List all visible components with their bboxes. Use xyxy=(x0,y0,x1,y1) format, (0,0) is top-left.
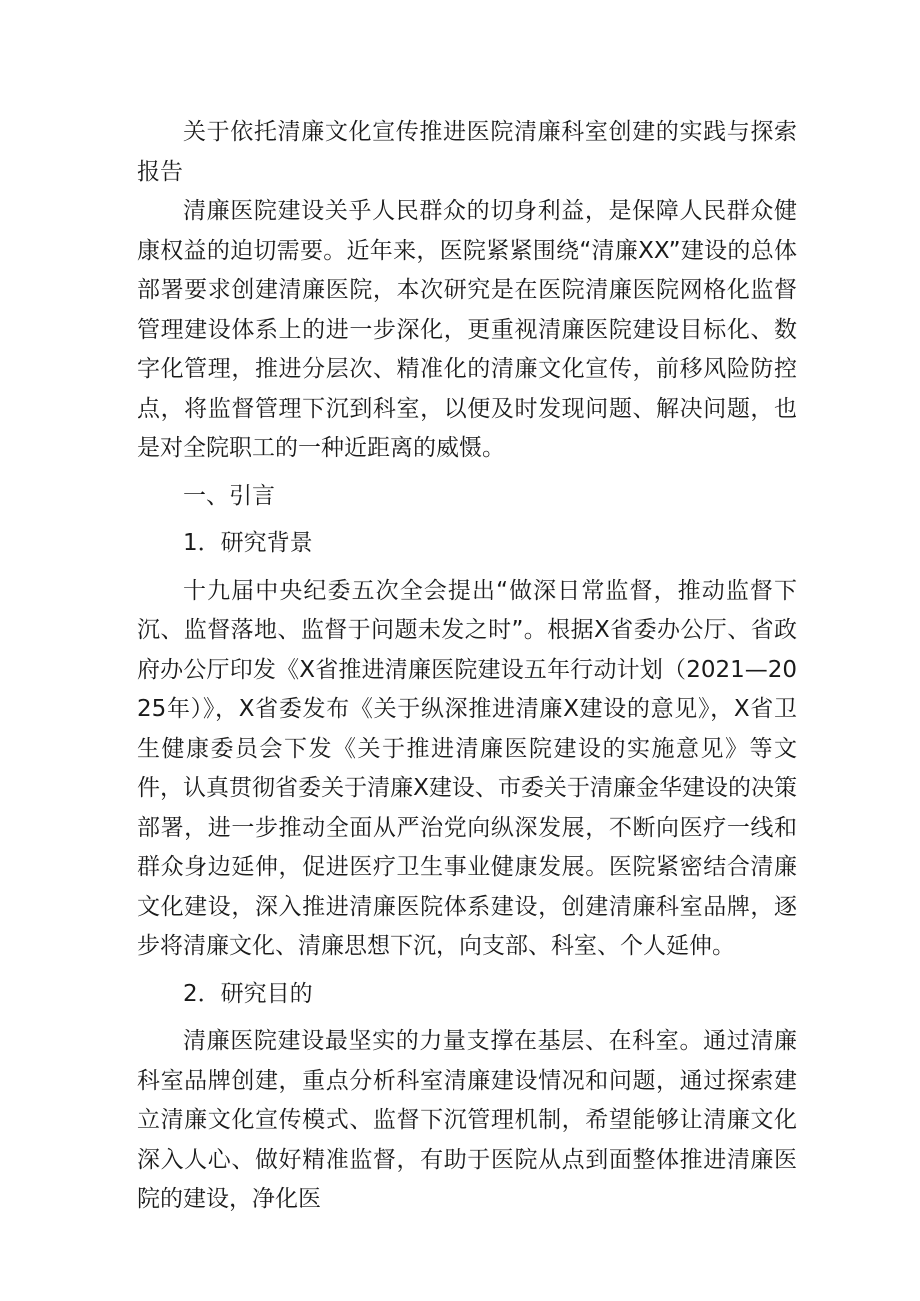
subsection-heading-purpose: 2．研究目的 xyxy=(183,980,313,1007)
subsection-heading-background: 1．研究背景 xyxy=(183,530,313,556)
background-paragraph: 十九届中央纪委五次全会提出“做深日常监督，推动监督下沉、监督落地、监督于问题未发之时”。根据X省委办公厅、省政府办公厅印发《X省推进清廉医院建设五年行动计划（2021—2025年）》，X省委发布《关于纵深推进清廉X建设的意见》，X省卫生健康委员会下发《关于推进清廉医院建设的实施意见》等文件，认真贯彻省委关于清廉X建设、市委关于清廉金华建设的决策部署，进一步推动全面从严治党向纵深发展，不断向医疗一线和群众身边延伸，促进医疗卫生事业健康发展。医院紧密结合清廉文化建设，深入推进清廉医院体系建设，创建清廉科室品牌，逐步将清廉文化、清廉思想下沉，向支部、科室、个人延伸。 xyxy=(137,577,797,959)
document-body xyxy=(137,113,797,1220)
purpose-paragraph: 清廉医院建设最坚实的力量支撑在基层、在科室。通过清廉科室品牌创建，重点分析科室清廉建设情况和问题，通过探索建立清廉文化宣传模式、监督下沉管理机制，希望能够让清廉文化深入人心、做好精准监督，有助于医院从点到面整体推进清廉医院的建设，净化医 xyxy=(137,1028,797,1212)
intro-paragraph: 清廉医院建设关乎人民群众的切身利益，是保障人民群众健康权益的迫切需要。近年来，医院紧紧围绕“清廉XX”建设的总体部署要求创建清廉医院，本次研究是在医院清廉医院网格化监督管理建设体系上的进一步深化，更重视清廉医院建设目标化、数字化管理，推进分层次、精准化的清廉文化宣传，前移风险防控点，将监督管理下沉到科室，以便及时发现问题、解决问题，也是对全院职工的一种近距离的威慑。 xyxy=(137,198,797,461)
document-title: 关于依托清廉文化宣传推进医院清廉科室创建的实践与探索报告 xyxy=(137,119,797,185)
section-heading-introduction: 一、引言 xyxy=(183,482,275,509)
